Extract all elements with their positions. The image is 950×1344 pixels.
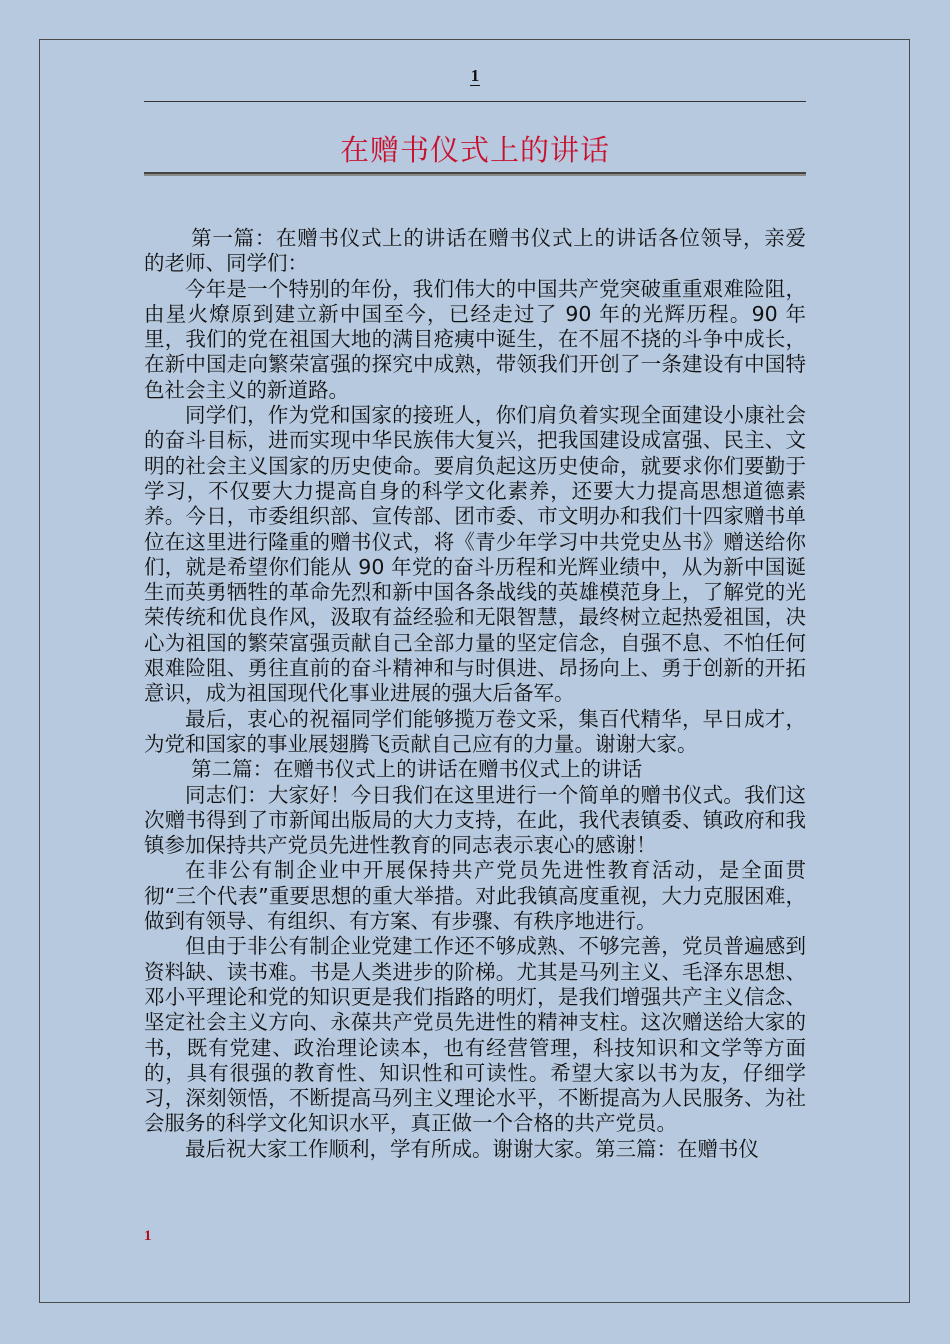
- section-heading-paragraph: 第一篇：在赠书仪式上的讲话在赠书仪式上的讲话各位领导，亲爱的老师、同学们：: [144, 226, 806, 276]
- body-paragraph: 同学们，作为党和国家的接班人，你们肩负着实现全面建设小康社会的奋斗目标，进而实现中华民族伟大复兴，把我国建设成富强、民主、文明的社会主义国家的历史使命。要肩负起这历史使命，就要求你们要勤于学习，不仅要大力提高自身的科学文化素养，还要大力提高思想道德素养。今日，市委组织部、宣传部、团市委、市文明办和我们十四家赠书单位在这里进行隆重的赠书仪式，将《青少年学习中共党史丛书》赠送给你们，就是希望你们能从 90 年党的奋斗历程和光辉业绩中，从为新中国诞生而英勇牺牲的革命先烈和新中国各条战线的英雄模范身上，了解党的光荣传统和优良作风，汲取有益经验和无限智慧，最终树立起热爱祖国，决心为祖国的繁荣富强贡献自己全部力量的坚定信念，自强不息、不怕任何艰难险阻、勇往直前的奋斗精神和与时俱进、昂扬向上、勇于创新的开拓意识，成为祖国现代化事业进展的强大后备军。: [144, 403, 806, 706]
- header-divider: [144, 101, 806, 102]
- footer-page-number: 1: [144, 1228, 152, 1244]
- document-title: 在赠书仪式上的讲话: [339, 133, 610, 167]
- title-divider: [144, 172, 806, 174]
- header-page-number: 1: [470, 66, 480, 85]
- document-body: [144, 226, 806, 1162]
- body-paragraph: 同志们：大家好！今日我们在这里进行一个简单的赠书仪式。我们这次赠书得到了市新闻出版局的大力支持，在此，我代表镇委、镇政府和我镇参加保持共产党员先进性教育的同志表示衷心的感谢！: [144, 782, 806, 858]
- body-paragraph: 但由于非公有制企业党建工作还不够成熟、不够完善，党员普遍感到资料缺、读书难。书是人类进步的阶梯。尤其是马列主义、毛泽东思想、邓小平理论和党的知识更是我们指路的明灯，是我们增强共产主义信念、坚定社会主义方向、永葆共产党员先进性的精神支柱。这次赠送给大家的书，既有党建、政治理论读本，也有经营管理，科技知识和文学等方面的，具有很强的教育性、知识性和可读性。希望大家以书为友，仔细学习，深刻领悟，不断提高马列主义理论水平，不断提高为人民服务、为社会服务的科学文化知识水平，真正做一个合格的共产党员。: [144, 934, 806, 1136]
- body-paragraph: 在非公有制企业中开展保持共产党员先进性教育活动，是全面贯彻“三个代表”重要思想的重大举措。对此我镇高度重视，大力克服困难，做到有领导、有组织、有方案、有步骤、有秩序地进行。: [144, 858, 806, 934]
- body-paragraph: 今年是一个特别的年份，我们伟大的中国共产党突破重重艰难险阻，由星火燎原到建立新中国至今，已经走过了 90 年的光辉历程。90 年里，我们的党在祖国大地的满目疮痍中诞生，在不屈不挠的斗争中成长，在新中国走向繁荣富强的探究中成熟，带领我们开创了一条建设有中国特色社会主义的新道路。: [144, 276, 806, 402]
- body-paragraph: 最后祝大家工作顺利，学有所成。谢谢大家。第三篇：在赠书仪: [185, 1136, 759, 1161]
- body-paragraph: 最后，衷心的祝福同学们能够揽万卷文采，集百代精华，早日成才，为党和国家的事业展翅腾飞贡献自己应有的力量。谢谢大家。: [144, 706, 806, 756]
- section-heading-paragraph: 第二篇：在赠书仪式上的讲话在赠书仪式上的讲话: [191, 757, 643, 782]
